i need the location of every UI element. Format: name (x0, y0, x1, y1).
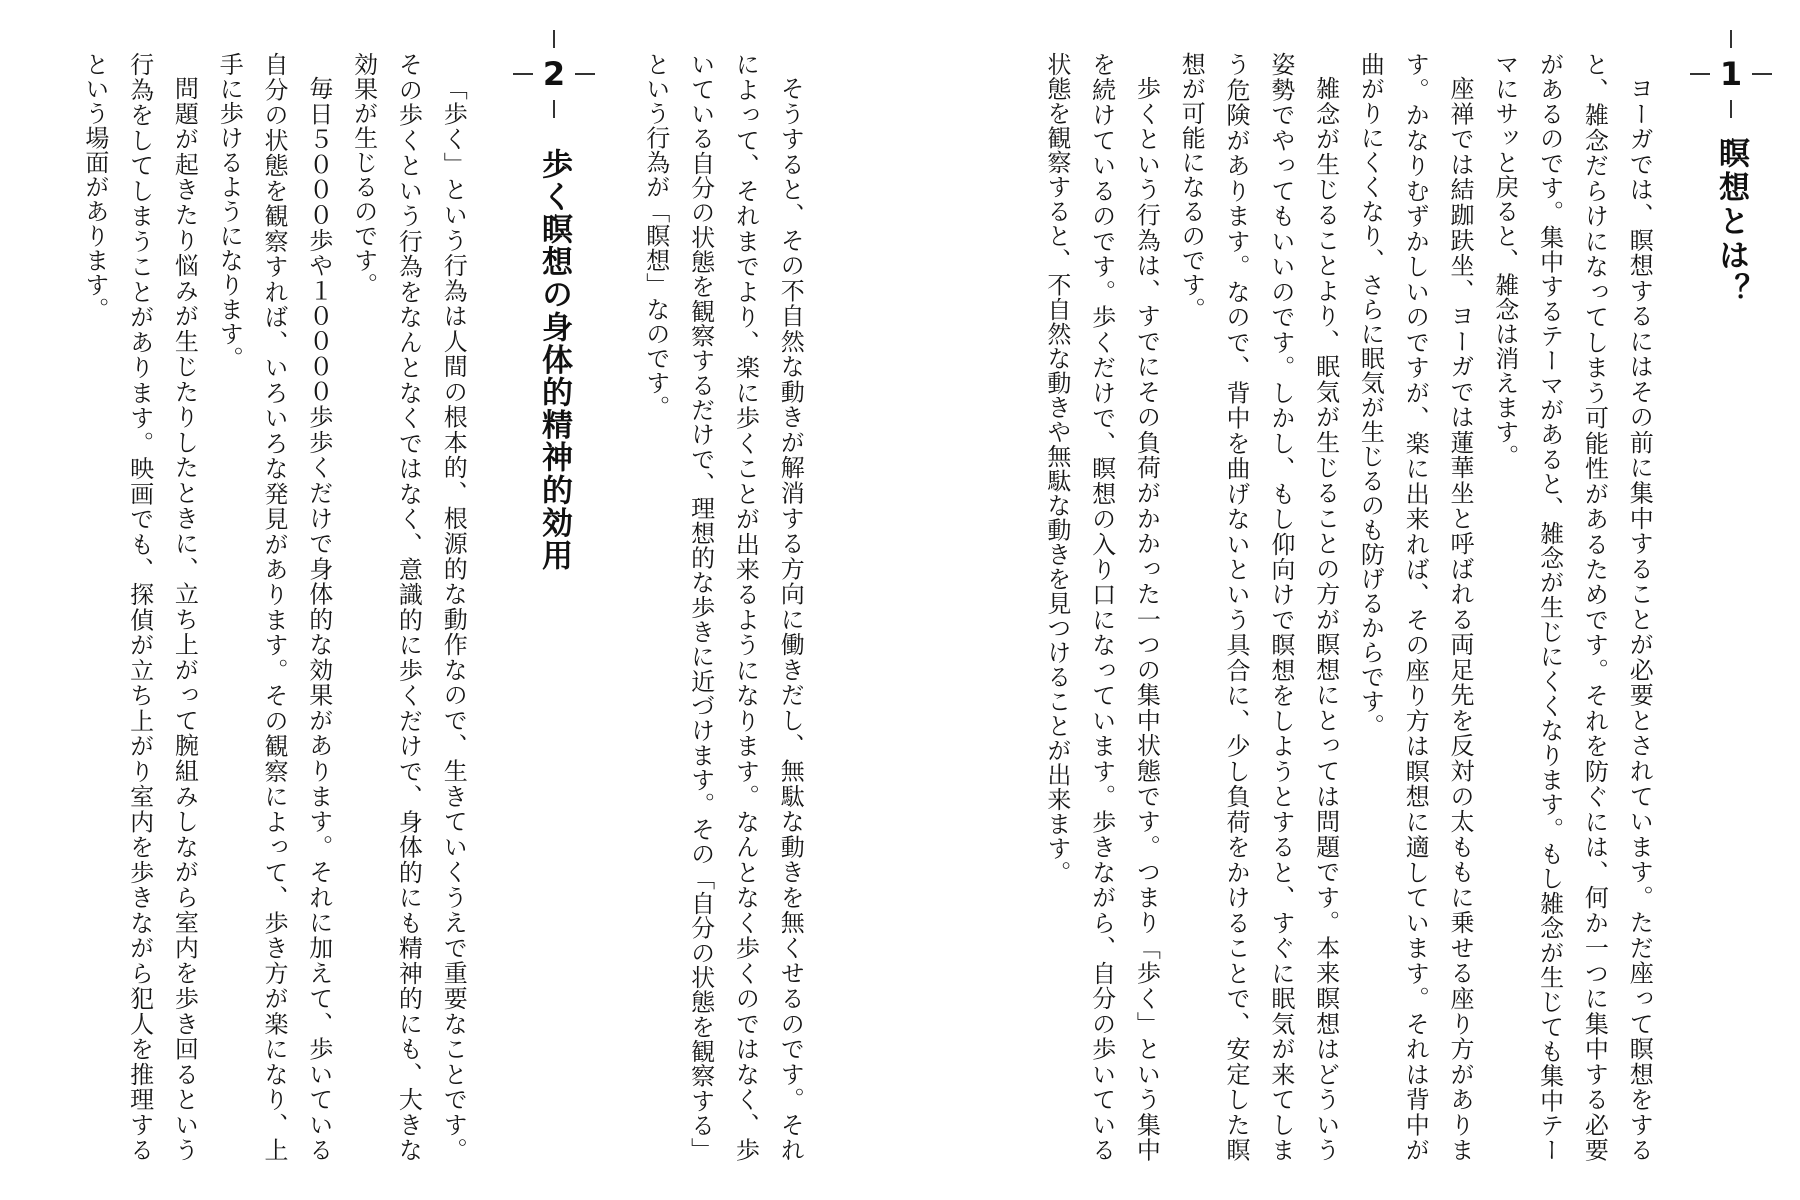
text-line: その歩くという行為をなんとなくではなく、意識的に歩くだけで、身体的にも精神的にも、大きな (394, 52, 423, 1162)
section-marker (514, 30, 594, 118)
text-line: を続けているのです。歩くだけで、瞑想の入り口になっています。歩きながら、自分の歩いている (1087, 52, 1116, 1162)
paragraph (341, 52, 475, 1162)
text-line: 雑念が生じることより、眠気が生じることの方が瞑想にとっては問題です。本来瞑想はどういう (1311, 76, 1340, 1162)
text-line: 効果が生じるのです。 (349, 52, 378, 297)
text-line: 行為をしてしまうことがあります。映画でも、探偵が立ち上がり室内を歩きながら犯人を推理する (125, 52, 154, 1162)
text-line: そうすると、その不自然な動きが解消する方向に働きだし、無駄な動きを無くせるのです。それ (776, 76, 805, 1162)
text-line: 手に歩けるようになります。 (215, 52, 244, 371)
marker-dash (1690, 73, 1710, 75)
paragraph (72, 52, 206, 1162)
text-line: う危険があります。なので、背中を曲げないという具合に、少し負荷をかけることで、安定した瞑 (1222, 52, 1251, 1162)
body-text (633, 52, 812, 1162)
text-line: 自分の状態を観察すれば、いろいろな発見があります。その観察によって、歩き方が楽になり、上 (260, 52, 288, 1162)
text-line: という場面があります。 (80, 52, 109, 322)
paragraph (633, 52, 812, 1162)
text-line: によって、それまでより、楽に歩くことが出来るようになります。なんとなく歩くのではなく、歩 (731, 52, 760, 1162)
text-line: 状態を観察すると、不自然な動きや無駄な動きを見つけることが出来ます。 (1042, 52, 1071, 885)
body-text (72, 52, 475, 1162)
text-line: 「歩く」という行為は人間の根本的、根源的な動作なので、生きていくうえで重要なことです。 (439, 76, 468, 1162)
paragraph (1034, 52, 1168, 1162)
marker-dash (1752, 73, 1772, 75)
text-line: 歩くという行為は、すでにその負荷がかかった一つの集中状態です。つまり「歩く」という集中 (1132, 76, 1161, 1162)
marker-tick (1730, 30, 1732, 48)
marker-number-row (1690, 54, 1772, 94)
marker-tick (553, 30, 555, 48)
paragraph (1348, 52, 1482, 1162)
text-line: 毎日５０００歩や１００００歩歩くだけで身体的な効果があります。それに加えて、歩いている (304, 76, 333, 1162)
paragraph (206, 52, 340, 1162)
text-line: があるのです。集中するテーマがあると、雑念が生じにくくなります。もし雑念が生じても集中テー (1535, 52, 1564, 1162)
text-line: 問題が起きたり悩みが生じたりしたときに、立ち上がって腕組みしながら室内を歩き回るという (170, 76, 199, 1162)
section-number: 2 (542, 55, 566, 93)
marker-tick (1730, 100, 1732, 118)
section-title: 歩く瞑想の身体的精神的効用 (536, 148, 572, 572)
section-number: 1 (1719, 55, 1743, 93)
marker-dash (575, 73, 595, 75)
body-text (1034, 52, 1661, 1162)
text-line: と、雑念だらけになってしまう可能性があるためです。それを防ぐには、何か一つに集中する必要 (1580, 52, 1609, 1162)
text-line: いている自分の状態を観察するだけで、理想的な歩きに近づけます。その「自分の状態を観察する」 (686, 52, 715, 1162)
marker-number-row (513, 54, 595, 94)
text-line: す。かなりむずかしいのですが、楽に出来れば、その座り方は瞑想に適しています。それは背中が (1401, 52, 1430, 1162)
text-line: 座禅では結跏趺坐、ヨーガでは蓮華坐と呼ばれる両足先を反対の太ももに乗せる座り方がありま (1446, 76, 1474, 1162)
section-title: 瞑想とは？ (1713, 137, 1749, 307)
text-line: 曲がりにくくなり、さらに眠気が生じるのも防げるからです。 (1356, 52, 1385, 738)
section-marker (1691, 30, 1771, 118)
paragraph (1168, 52, 1347, 1162)
text-line: ヨーガでは、瞑想するにはその前に集中することが必要とされています。ただ座って瞑想をする (1625, 76, 1654, 1162)
text-line: という行為が「瞑想」なのです。 (641, 52, 670, 420)
marker-tick (553, 100, 555, 118)
paragraph (1482, 52, 1661, 1162)
text-line: 姿勢でやってもいいのです。しかし、もし仰向けで瞑想をしようとすると、すぐに眠気が来てしま (1266, 52, 1295, 1162)
text-line: 想が可能になるのです。 (1177, 52, 1206, 322)
text-line: マにサッと戻ると、雑念は消えます。 (1490, 52, 1519, 469)
marker-dash (513, 73, 533, 75)
